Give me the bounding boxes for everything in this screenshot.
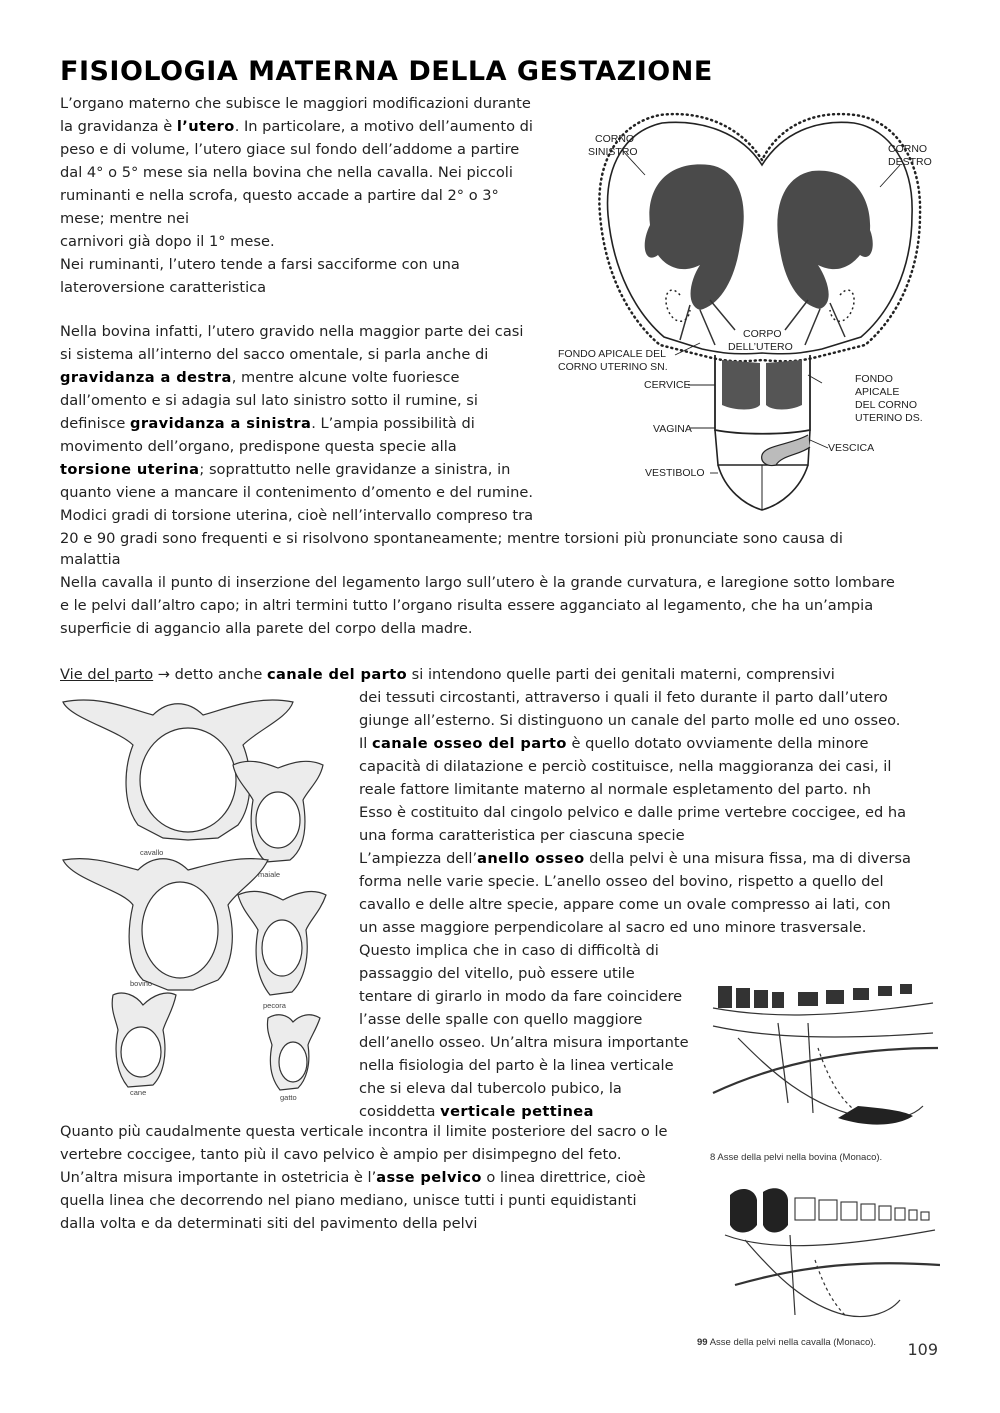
text-line: carnivori già dopo il 1° mese. xyxy=(60,233,275,250)
keyword-torsione-uterina: torsione uterina xyxy=(60,461,200,478)
svg-text:SINISTRO: SINISTRO xyxy=(588,146,638,158)
text-line: L’organo materno che subisce le maggiori modificazioni durante xyxy=(60,95,531,112)
text-line: quanto viene a mancare il contenimento d’omento e del rumine. xyxy=(60,484,533,501)
text-line: gravidanza a destra, mentre alcune volte fuoriesce xyxy=(60,369,460,386)
label-corno-sinistro: CORNO xyxy=(595,133,635,145)
label-cane: cane xyxy=(130,1088,147,1097)
text-line: e le pelvi dall’altro capo; in altri termini tutto l’organo risulta essere agganciato al legamento, che ha un’ampia xyxy=(60,597,874,614)
svg-text:DEL CORNO: DEL CORNO xyxy=(855,399,918,411)
birth-canal-intro xyxy=(60,663,835,686)
text-line: Questo implica che in caso di difficoltà di xyxy=(359,942,659,959)
text-line: una forma caratteristica per ciascuna specie xyxy=(359,827,685,844)
label-vestibolo: VESTIBOLO xyxy=(645,467,705,479)
text-line: la gravidanza è l’utero. In particolare, a motivo dell’aumento di xyxy=(60,118,533,135)
text-line: Quanto più caudalmente questa verticale incontra il limite posteriore del sacro o le xyxy=(60,1123,668,1140)
keyword-asse-pelvico: asse pelvico xyxy=(376,1169,482,1186)
text-line: dell’anello osseo. Un’altra misura importante xyxy=(359,1034,689,1051)
label-corno-destro: CORNO xyxy=(888,143,928,155)
keyword-gravidanza-sinistra: gravidanza a sinistra xyxy=(129,415,312,432)
text-line: movimento dell’organo, predispone questa specie alla xyxy=(60,438,457,455)
text-line: capacità di dilatazione e perciò costituisce, nella maggioranza dei casi, il xyxy=(359,758,892,775)
svg-text:APICALE: APICALE xyxy=(855,386,900,398)
text-line: Nella cavalla il punto di inserzione del legamento largo sull’utero è la grande curvatura, e laregione sotto lombare xyxy=(60,574,895,591)
text-line: malattia xyxy=(60,551,121,568)
text-line: cavallo e delle altre specie, appare come un ovale compresso ai lati, con xyxy=(359,896,891,913)
uterus-diagram xyxy=(550,105,945,515)
text-line: torsione uterina; soprattutto nelle gravidanze a sinistra, in xyxy=(60,461,511,478)
text-line: cosiddetta verticale pettinea xyxy=(359,1103,594,1120)
bovine-pelvic-axis-svg xyxy=(708,978,940,1166)
keyword-gravidanza-destra: gravidanza a destra xyxy=(60,369,232,386)
text-line: Il canale osseo del parto è quello dotato ovviamente della minore xyxy=(359,735,869,752)
keyword-canale-osseo: canale osseo del parto xyxy=(372,735,567,752)
keyword-anello-osseo: anello osseo xyxy=(477,850,585,867)
text-line: Vie del parto → detto anche canale del parto si intendono quelle parti dei genitali materni, comprensivi xyxy=(60,666,835,683)
text-line: reale fattore limitante materno al normale espletamento del parto. nh xyxy=(359,781,872,798)
text-line: 20 e 90 gradi sono frequenti e si risolvono spontaneamente; mentre torsioni più pronunciate sono causa di xyxy=(60,530,843,547)
text-line: ruminanti e nella scrofa, questo accade a partire dal 2° o 3° xyxy=(60,187,499,204)
text-line: Esso è costituito dal cingolo pelvico e dalle prime vertebre coccigee, ed ha xyxy=(359,804,907,821)
text-line: Nei ruminanti, l’utero tende a farsi sacciforme con una xyxy=(60,256,460,273)
text-line: vertebre coccigee, tanto più il cavo pelvico è ampio per disimpegno del feto. xyxy=(60,1146,622,1163)
pelvic-axis-paragraph xyxy=(60,1120,668,1235)
label-vagina: VAGINA xyxy=(653,423,692,435)
vie-del-parto-link[interactable]: Vie del parto xyxy=(60,666,154,683)
mare-pelvic-axis-svg xyxy=(695,1180,940,1352)
text-line: quella linea che decorrendo nel piano mediano, unisce tutti i punti equidistanti xyxy=(60,1192,637,1209)
svg-text:UTERINO DS.: UTERINO DS. xyxy=(855,412,923,424)
text-line: un asse maggiore perpendicolare al sacro ed uno minore trasversale. xyxy=(359,919,867,936)
label-pecora: pecora xyxy=(263,1001,286,1010)
text-line: mese; mentre nei xyxy=(60,210,190,227)
text-line: dalla volta e da determinati siti del pavimento della pelvi xyxy=(60,1215,478,1232)
text-line: dei tessuti circostanti, attraverso i quali il feto durante il parto dall’utero xyxy=(359,689,888,706)
label-corpo-utero: CORPO xyxy=(743,328,782,340)
mare-paragraph xyxy=(60,571,895,640)
label-fondo-apicale-ds: FONDO xyxy=(855,373,893,385)
label-bovino: bovino xyxy=(130,979,153,988)
caption-mare-axis: 99 Asse della pelvi nella cavalla (Monaco). xyxy=(697,1337,877,1348)
label-cavallo: cavallo xyxy=(140,848,164,857)
text-line: giunge all’esterno. Si distinguono un canale del parto molle ed uno osseo. xyxy=(359,712,901,729)
text-line: Un’altra misura importante in ostetricia è l’asse pelvico o linea direttrice, cioè xyxy=(60,1169,646,1186)
text-line: passaggio del vitello, può essere utile xyxy=(359,965,635,982)
pelvis-species-figure xyxy=(58,690,350,1102)
label-gatto: gatto xyxy=(280,1093,297,1102)
text-line: si sistema all’interno del sacco omentale, si parla anche di xyxy=(60,346,489,363)
svg-text:DELL’UTERO: DELL’UTERO xyxy=(728,341,793,353)
text-line: lateroversione caratteristica xyxy=(60,279,267,296)
intro-paragraph xyxy=(60,92,533,299)
keyword-canale-del-parto: canale del parto xyxy=(266,666,408,683)
label-cervice: CERVICE xyxy=(644,379,691,391)
text-line: superficie di aggancio alla parete del corpo della madre. xyxy=(60,620,473,637)
text-line: Modici gradi di torsione uterina, cioè nell’intervallo compreso tra xyxy=(60,507,534,524)
label-fondo-apicale-sn: FONDO APICALE DEL xyxy=(558,348,666,360)
text-line: peso e di volume, l’utero giace sul fondo dell’addome a partire xyxy=(60,141,520,158)
text-line: che si eleva dal tubercolo pubico, la xyxy=(359,1080,622,1097)
text-line: L’ampiezza dell’anello osseo della pelvi è una misura fissa, ma di diversa xyxy=(359,850,911,867)
text-line: dal 4° o 5° mese sia nella bovina che nella cavalla. Nei piccoli xyxy=(60,164,513,181)
page-title: FISIOLOGIA MATERNA DELLA GESTAZIONE xyxy=(60,56,713,87)
bovine-pelvic-axis-figure xyxy=(708,978,940,1166)
svg-text:DESTRO: DESTRO xyxy=(888,156,932,168)
caption-bovine-axis: 8 Asse della pelvi nella bovina (Monaco). xyxy=(710,1152,883,1163)
svg-text:CORNO UTERINO SN.: CORNO UTERINO SN. xyxy=(558,361,668,373)
page-number: 109 xyxy=(907,1340,938,1359)
keyword-verticale-pettinea: verticale pettinea xyxy=(440,1103,594,1120)
pelvis-species-svg xyxy=(58,690,350,1102)
label-maiale: maiale xyxy=(258,870,281,879)
text-line: nella fisiologia del parto è la linea verticale xyxy=(359,1057,674,1074)
label-vescica: VESCICA xyxy=(828,442,875,454)
text-line: tentare di girarlo in modo da fare coincidere xyxy=(359,988,683,1005)
keyword-utero: l’utero xyxy=(176,118,235,135)
text-line: dall’omento e si adagia sul lato sinistro sotto il rumine, si xyxy=(60,392,478,409)
text-line: forma nelle varie specie. L’anello osseo del bovino, rispetto a quello del xyxy=(359,873,884,890)
mare-pelvic-axis-figure xyxy=(695,1180,940,1352)
uterus-diagram-svg xyxy=(550,105,945,515)
text-line: Nella bovina infatti, l’utero gravido nella maggior parte dei casi xyxy=(60,323,524,340)
text-line: definisce gravidanza a sinistra. L’ampia possibilità di xyxy=(60,415,475,432)
text-line: l’asse delle spalle con quello maggiore xyxy=(359,1011,643,1028)
